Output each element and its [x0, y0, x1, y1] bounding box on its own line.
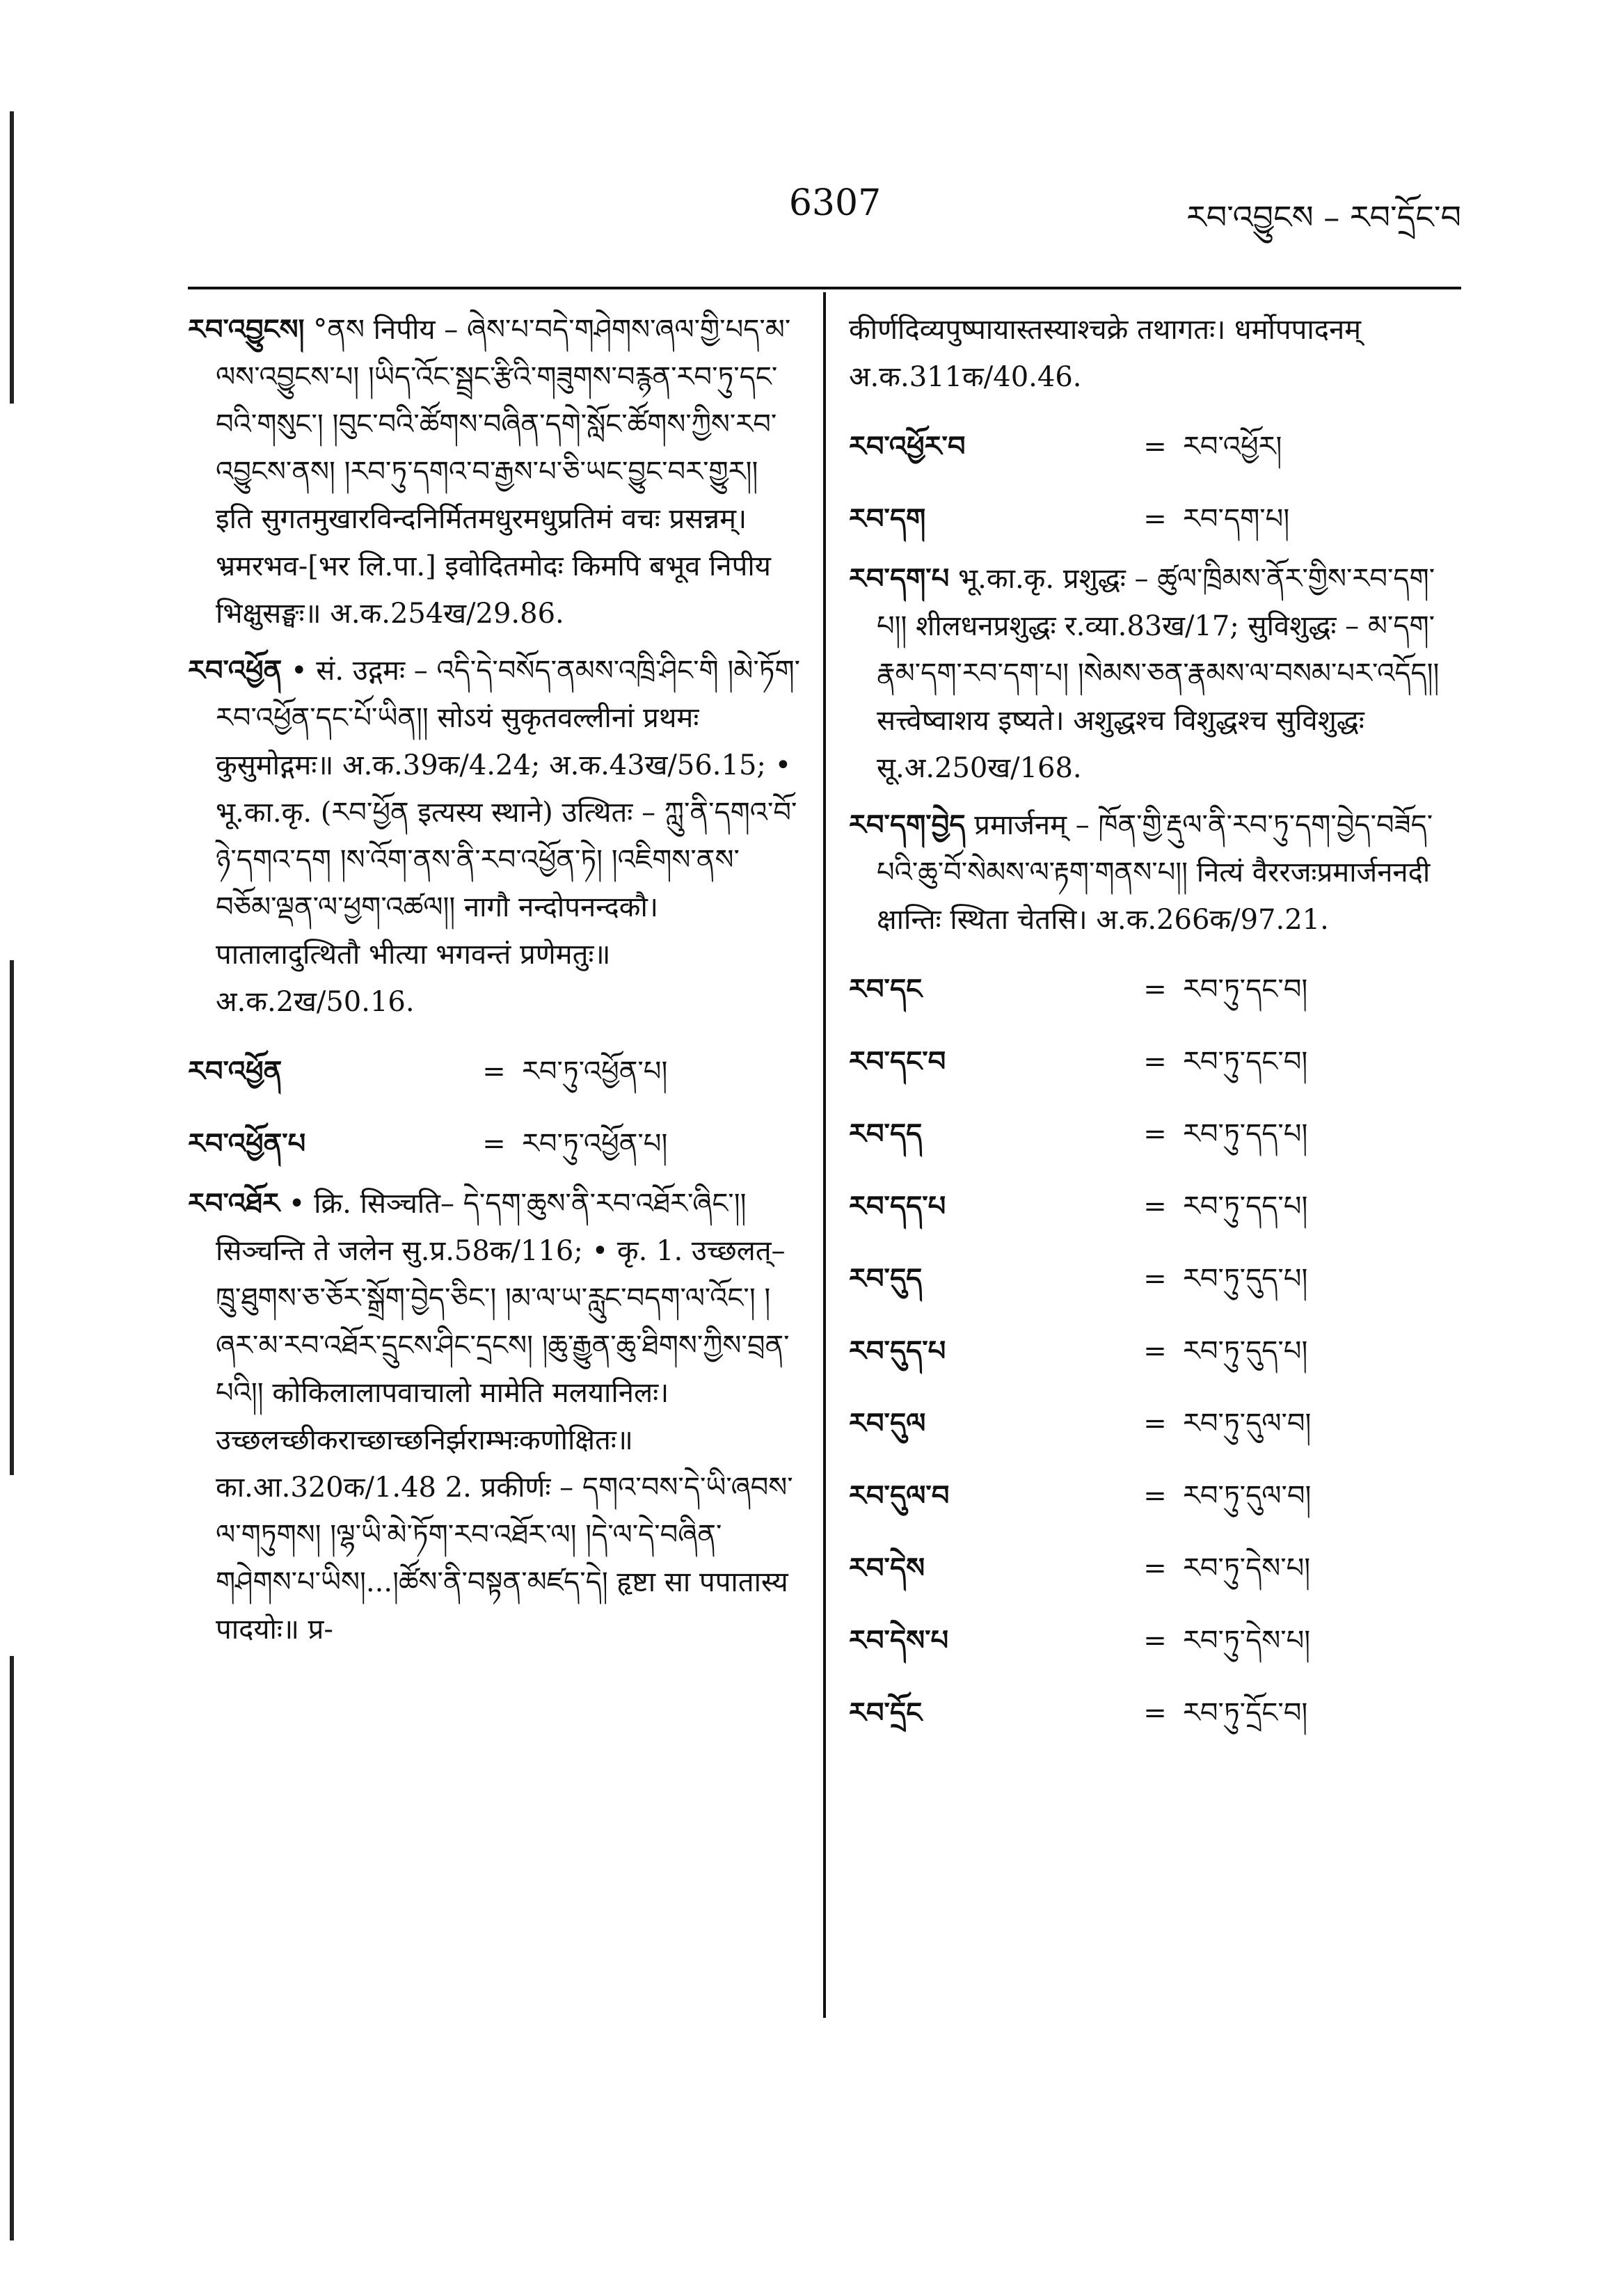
- xref-target: རབ་དག་པ།: [1183, 503, 1290, 535]
- headword: རབ་དག: [849, 502, 926, 535]
- headword: རབ་དག་བྱེད: [849, 809, 966, 841]
- headword: རབ་འཕྱོན་པ: [188, 1127, 306, 1160]
- xref-target: རབ་ཏུ་འཕྱོན་པ།: [522, 1056, 668, 1088]
- equals-sign: =: [1143, 1046, 1167, 1078]
- equals-sign: =: [1143, 1191, 1167, 1223]
- xref-target: རབ་ཏུ་དད་པ།: [1183, 1118, 1308, 1150]
- header-rule: [188, 287, 1461, 289]
- cross-reference: [849, 953, 1461, 1026]
- cross-reference: [849, 1532, 1461, 1605]
- headword: རབ་དེས: [849, 1552, 925, 1584]
- cross-reference: [849, 1605, 1461, 1677]
- headword: རབ་འབྱུངས།: [188, 313, 305, 346]
- headword: རབ་དུད: [849, 1262, 923, 1295]
- dictionary-entry: [188, 1180, 800, 1653]
- headword: རབ་དུལ་བ: [849, 1479, 950, 1512]
- cross-reference: [188, 1108, 800, 1180]
- cross-reference: [849, 1098, 1461, 1170]
- xref-target: རབ་འཕྱོར།: [1183, 431, 1282, 463]
- equals-sign: =: [1143, 1625, 1167, 1657]
- xref-target: རབ་ཏུ་དད་པ།: [1183, 1191, 1308, 1223]
- equals-sign: =: [482, 1056, 506, 1088]
- equals-sign: =: [1143, 1118, 1167, 1150]
- equals-sign: =: [482, 1128, 506, 1160]
- cross-reference: [188, 1035, 800, 1108]
- cross-reference: [849, 483, 1461, 555]
- cross-reference: [849, 1677, 1461, 1749]
- xref-target: རབ་ཏུ་དུལ་བ།: [1183, 1480, 1312, 1512]
- page-number: 6307: [788, 182, 882, 224]
- headword: རབ་དད་པ: [849, 1190, 946, 1223]
- xref-target: རབ་ཏུ་དུད་པ།: [1183, 1335, 1308, 1367]
- xref-target: རབ་ཏུ་དང་བ།: [1183, 1046, 1308, 1078]
- dictionary-entry: [188, 306, 800, 637]
- equals-sign: =: [1143, 1480, 1167, 1512]
- cross-reference: [849, 411, 1461, 483]
- entry-body: कीर्णदिव्यपुष्पायास्तस्याश्चक्रे तथागतः। धर्मोपपादनम् अ.क.311क/40.46.: [849, 314, 1362, 393]
- xref-target: རབ་ཏུ་འཕྱོན་པ།: [522, 1128, 668, 1160]
- cross-reference: [849, 1315, 1461, 1387]
- equals-sign: =: [1143, 1263, 1167, 1295]
- equals-sign: =: [1143, 1697, 1167, 1729]
- entry-continuation: [849, 306, 1461, 401]
- equals-sign: =: [1143, 1335, 1167, 1367]
- entry-body: प्रमार्जनम् – ཁོན་གྱི་རྡུལ་ནི་རབ་ཏུ་དག་བྱེད་བཟོད་པའི་ཆུ་བོ་སེམས་ལ་རྟག་གནས་པ།། नित्यं वैररजःप्रमार्जननदी क्षान्तिः स्थिता चेतसि। अ.क.266क/97.21.: [877, 809, 1433, 936]
- dictionary-entry: [188, 647, 800, 1026]
- dictionary-entry: [849, 802, 1461, 944]
- equals-sign: =: [1143, 1552, 1167, 1584]
- xref-target: རབ་ཏུ་དེས་པ།: [1183, 1552, 1311, 1584]
- dictionary-entry: [849, 555, 1461, 792]
- headword: རབ་དེས་པ: [849, 1624, 949, 1657]
- headword: རབ་དང་བ: [849, 1045, 946, 1078]
- xref-target: རབ་ཏུ་དྲོང་བ།: [1183, 1697, 1308, 1729]
- headword: རབ་དང: [849, 973, 923, 1005]
- headword: རབ་འཕྱོན: [188, 1055, 282, 1088]
- guide-words: རབ་འབྱུངས – རབ་དྲོང་བ: [1186, 198, 1461, 236]
- headword: རབ་དག་པ: [849, 562, 950, 595]
- headword: རབ་དད: [849, 1117, 923, 1150]
- entry-body: भू.का.कृ. प्रशुद्धः – ཚུལ་ཁྲིམས་ནོར་གྱིས་རབ་དག་པ།། शीलधनप्रशुद्धः र.व्या.83ख/17; सुविशुद्धः – མ་དག་རྣམ་དག་རབ་དག་པ། །སེམས་ཅན་རྣམས་ལ་བསམ་པར་འདོད།། सत्त्वेष्वाशय इष्यते। अशुद्धश्च विशुद्धश्च सुविशुद्धः सू.अ.250ख/168.: [877, 563, 1440, 784]
- left-column: [188, 306, 800, 1663]
- headword: རབ་དུད་པ: [849, 1335, 946, 1367]
- cross-reference: [849, 1170, 1461, 1243]
- equals-sign: =: [1143, 1408, 1167, 1440]
- cross-reference: [849, 1026, 1461, 1098]
- headword: རབ་དུལ: [849, 1407, 926, 1440]
- cross-reference: [849, 1387, 1461, 1460]
- xref-target: རབ་ཏུ་དང་བ།: [1183, 973, 1308, 1005]
- column-divider: [823, 292, 826, 2018]
- cross-reference: [849, 1460, 1461, 1532]
- entry-body: °ནས निपीय – ཞེས་པ་བདེ་གཤེགས་ཞལ་གྱི་པད་མ་ལས་འབྱུངས་པ། །ཡིད་འོང་སྦྲང་རྩིའི་གཟུགས་བརྙན་རབ་ཏུ་དང་བའི་གསུང་། །བུང་བའི་ཚོགས་བཞིན་དགེ་སློང་ཚོགས་ཀྱིས་རབ་འབྱུངས་ནས། །རབ་ཏུ་དགའ་བ་རྒྱས་པ་ཅི་ཡང་བྱུང་བར་གྱུར།། इति सुगतमुखारविन्दनिर्मितमधुरमधुप्रतिमं वचः प्रसन्नम्। भ्रमरभव-[भर लि.पा.] इवोदितमोदः किमपि बभूव निपीय भिक्षुसङ्घः॥ अ.क.254ख/29.86.: [216, 314, 791, 630]
- equals-sign: =: [1143, 431, 1167, 463]
- xref-target: རབ་ཏུ་དེས་པ།: [1183, 1625, 1311, 1657]
- equals-sign: =: [1143, 973, 1167, 1005]
- entry-body: • क्रि. सिञ्चति– དེ་དག་ཆུས་ནི་རབ་འཐོར་ཞིང་།། सिञ्चन्ति ते जलेन सु.प्र.58क/116; • कृ. 1. उच्छलत्– ཁྲུ་ཐུགས་ཅ་ཅོར་སྒྲོག་བྱེད་ཅིང་། །མ་ལ་ཡ་རླུང་བདག་ལ་འོང་། །ཞར་མ་རབ་འཐོར་དྲུངས་ཤིང་དྲངས། །ཆུ་རྒྱུན་ཆུ་ཐིགས་ཀྱིས་བྲན་པའི།། कोकिलालापवाचालो मामेति मलयानिलः। उच्छलच्छीकराच्छाच्छनिर्झराम्भःकणोक्षितः॥ का.आ.320क/1.48 2. प्रकीर्णः – དགའ་བས་དེ་ཡི་ཞབས་ལ་གཏུགས། །ལྷ་ཡི་མེ་ཏོག་རབ་འཐོར་ལ། །དེ་ལ་དེ་བཞིན་གཤེགས་པ་ཡིས།...།ཚོས་ནི་བསྟན་མཛད་དེ། हृष्टा सा पपातास्य पादयोः॥ प्र-: [216, 1188, 793, 1646]
- headword: རབ་འཕྱོར་བ: [849, 430, 966, 463]
- right-column: [849, 306, 1461, 1749]
- headword: རབ་དྲོང: [849, 1696, 923, 1729]
- equals-sign: =: [1143, 503, 1167, 535]
- headword: རབ་འཕྱོན: [188, 654, 282, 687]
- xref-target: རབ་ཏུ་དུད་པ།: [1183, 1263, 1308, 1295]
- xref-target: རབ་ཏུ་དུལ་བ།: [1183, 1408, 1312, 1440]
- headword: རབ་འཐོར: [188, 1187, 280, 1220]
- entry-body: • सं. उद्गमः – འདི་དེ་བསོད་ནམས་འཁྲི་ཤིང་གི །མེ་ཏོག་རབ་འཕྱོན་དང་པོ་ཡིན།། सोऽयं सुकृतवल्लीनां प्रथमः कुसुमोद्गमः॥ अ.क.39क/4.24; अ.क.43ख/56.15; • भू.का.कृ. (རབ་ཕྱོན इत्यस्य स्थाने) उत्थितः – ཀླུ་ནི་དགའ་བོ་ཉེ་དགའ་དག །ས་འོག་ནས་ནི་རབ་འཕྱོན་ཏེ། །འཇིགས་ནས་བཅོམ་ལྡན་ལ་ཕྱག་འཚལ།། नागौ नन्दोपनन्दकौ। पातालादुत्थितौ भीत्या भगवन्तं प्रणेमतुः॥ अ.क.2ख/50.16.: [216, 655, 801, 1018]
- scan-edge-artifact: [0, 0, 42, 2269]
- cross-reference: [849, 1243, 1461, 1315]
